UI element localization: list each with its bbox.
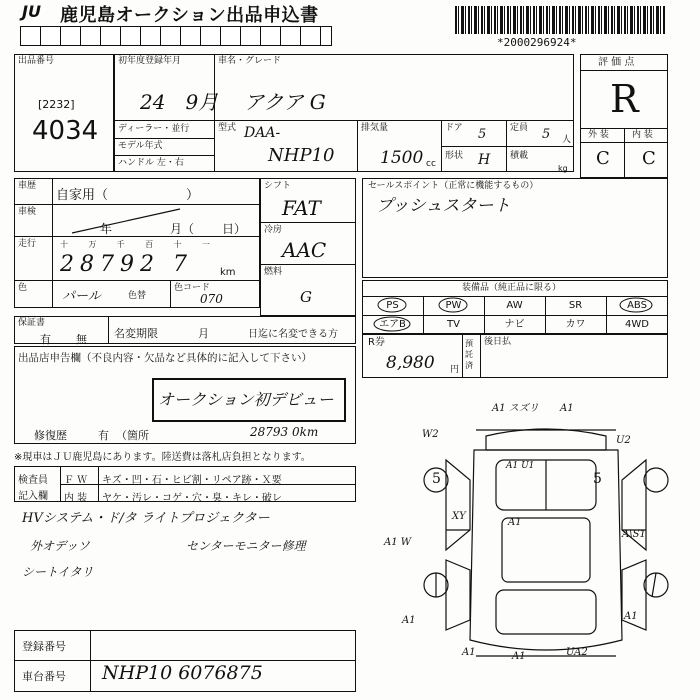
- equipment-4wd: 4WD: [625, 319, 649, 330]
- digit-label: 万: [88, 240, 97, 249]
- barcode: [455, 6, 665, 34]
- digit-label: 千: [116, 240, 125, 249]
- model-year-label: モデル年式: [118, 141, 163, 151]
- grade-label: 評 価 点: [598, 57, 635, 68]
- inspection-label: 車検: [18, 207, 37, 217]
- equipment-navi: ナビ: [504, 319, 525, 330]
- equipment-abs: ABS: [627, 300, 647, 311]
- diag-front-right: A1: [560, 403, 574, 414]
- inspection-year: 年: [100, 222, 113, 236]
- warranty-none: 無: [76, 333, 87, 346]
- recycle-later-label: 後日払: [484, 337, 512, 347]
- lot-label: 出品番号: [18, 56, 55, 66]
- shift-value: FAT: [282, 196, 321, 220]
- diag-right-tire: 5: [593, 471, 602, 487]
- recycle-deposit-label: 預託済: [465, 339, 473, 370]
- warranty-day-text: 日迄に名変できる方: [248, 329, 338, 340]
- inspector-note-2: 外オデッソ: [30, 539, 90, 553]
- history-label: 車歴: [18, 181, 37, 191]
- diag-right-side: A\S1: [622, 529, 646, 540]
- load-label: 積載: [510, 151, 529, 161]
- ju-logo: JU: [22, 2, 41, 21]
- first-reg-label: 初年度登録年月: [118, 56, 182, 66]
- displacement-value: 1500: [380, 148, 424, 168]
- car-diagram: [416, 420, 676, 680]
- interior-value: C: [642, 148, 656, 169]
- capacity-unit: 人: [562, 135, 572, 145]
- colorcode-value: 070: [200, 292, 223, 306]
- mileage-digit-labels: [60, 239, 210, 250]
- diag-roof: XY: [452, 511, 466, 522]
- lot-number: 4034: [32, 116, 99, 146]
- inspection-month: 月（: [170, 222, 195, 236]
- equipment-tv: TV: [447, 319, 460, 330]
- barcode-number: *2000296924*: [497, 36, 577, 49]
- warranty-have: 有: [40, 333, 51, 346]
- shape-value: H: [478, 152, 491, 168]
- dealer-stamp: オークション初デビュー: [158, 390, 334, 409]
- inspector-row2-head: 内 装: [64, 493, 88, 504]
- shape-label: 形状: [445, 151, 464, 161]
- exterior-label: 外 装: [588, 130, 609, 140]
- recycle-label: R券: [368, 337, 385, 348]
- equipment-pw: PW: [445, 300, 462, 311]
- repair-note: 28793 0km: [250, 425, 319, 439]
- color-code-label: 色替: [128, 291, 147, 301]
- ac-label: 冷房: [264, 225, 283, 235]
- dealer-label: ディーラー・並行: [118, 124, 190, 134]
- diag-left-side: A1 W: [384, 537, 412, 548]
- warranty-label: 保証書: [18, 318, 46, 328]
- diag-roof-2: A1: [508, 517, 522, 528]
- inspection-day: 日）: [222, 222, 247, 236]
- colorcode-label: 色コード: [174, 283, 211, 293]
- diag-rear-right: A1: [624, 611, 638, 622]
- diag-hood-marks: A1 U1: [506, 461, 535, 471]
- equipment-leather: カワ: [565, 319, 586, 330]
- inspector-row1-head: Ｆ Ｗ: [64, 475, 88, 486]
- sales-point-value: プッシュスタート: [376, 196, 511, 216]
- recycle-value: 8,980: [386, 353, 435, 373]
- color-value: パール: [62, 289, 101, 304]
- recycle-unit: 円: [450, 365, 460, 375]
- lot-box: [14, 54, 114, 172]
- warranty-month: 月: [198, 327, 209, 340]
- diag-front-right-corner: U2: [616, 435, 631, 446]
- inspector-note-4: シートイタリ: [22, 565, 94, 579]
- inspector-note-1: HVシステム・ド/タ ライトプロジェクター: [22, 511, 270, 526]
- ac-value: AAC: [282, 238, 327, 262]
- handle-label: ハンドル 左・右: [118, 158, 184, 168]
- inspector-note-3: センターモニター修理: [186, 539, 306, 553]
- fuel-value: G: [300, 288, 312, 306]
- capacity-label: 定員: [510, 123, 529, 133]
- diag-bottom-1: A1: [462, 647, 476, 658]
- inspection-strike: [70, 205, 190, 235]
- model-code-top: DAA-: [244, 125, 281, 141]
- notice-text: ※現車はＪＵ鹿児島にあります。陸送費は落札店負担となります。: [14, 452, 311, 463]
- doors-value: 5: [478, 127, 487, 142]
- equipment-circles: [362, 296, 668, 334]
- inspector-label-top: 検査員: [18, 475, 48, 486]
- repair-location: （箇所: [116, 429, 149, 442]
- equipment-label: 装備品（純正品に限る）: [462, 283, 562, 293]
- first-reg-value: 24 9月: [140, 90, 219, 114]
- dealer-report-label: 出品店申告欄（不良内容・欠品など具体的に記入して下さい）: [18, 352, 312, 364]
- lot-bracket-number: [2232]: [38, 98, 75, 111]
- car-name-value: アクア G: [244, 90, 326, 114]
- form-title: 鹿児島オークション出品申込書: [60, 5, 319, 26]
- sales-point-box: [362, 178, 668, 278]
- diag-front: A1 スズリ: [492, 403, 539, 414]
- registration-number-label: 登録番号: [22, 640, 66, 653]
- diag-front-left-corner: W2: [422, 429, 439, 440]
- mileage-unit: km: [220, 267, 236, 278]
- fuel-label: 燃料: [264, 267, 283, 277]
- digit-label: 十: [60, 240, 68, 249]
- exterior-value: C: [596, 148, 610, 169]
- repair-label: 修復歴: [34, 429, 67, 442]
- color-label: 色: [18, 283, 28, 293]
- chassis-number-value: NHP10 6076875: [102, 662, 263, 684]
- inspector-label-bottom: 記入欄: [18, 491, 48, 502]
- digit-label: 十: [173, 240, 182, 249]
- model-code-value: NHP10: [268, 145, 335, 166]
- car-name-label: 車名・グレード: [218, 56, 282, 66]
- digit-label: 百: [145, 240, 154, 249]
- diag-left-tire: 5: [432, 471, 441, 487]
- repair-have: 有: [98, 429, 109, 442]
- warranty-term-label: 名変期限: [114, 327, 158, 340]
- digit-label: 一: [201, 240, 210, 249]
- grade-value: R: [610, 77, 639, 121]
- load-unit: kg: [558, 164, 568, 173]
- title-entry-boxes: [20, 26, 332, 46]
- equipment-aw: AW: [506, 300, 523, 311]
- header: [0, 0, 700, 52]
- diag-bottom-2: A1: [512, 651, 526, 662]
- diag-bottom-3: UA2: [566, 647, 588, 658]
- inspector-row1-items: キズ・凹・石・ヒビ割・リペア跡・Ｘ要: [102, 475, 282, 486]
- displacement-unit: cc: [426, 159, 436, 169]
- equipment-ps: PS: [386, 300, 399, 311]
- history-value: 自家用（ ）: [56, 188, 200, 203]
- interior-label: 内 装: [632, 130, 653, 140]
- shift-label: シフト: [264, 181, 292, 191]
- displacement-label: 排気量: [361, 123, 389, 133]
- model-code-label: 型式: [218, 123, 237, 133]
- sales-point-label: セールスポイント（正常に機能するもの）: [368, 181, 539, 191]
- equipment-airbag: エアB: [379, 319, 406, 330]
- equipment-sr: SR: [568, 300, 583, 311]
- inspector-row2-items: ヤケ・汚レ・コゲ・穴・臭・キレ・破レ: [102, 493, 282, 504]
- diag-rear-left: A1: [402, 615, 416, 626]
- doors-label: ドア: [445, 123, 463, 133]
- chassis-number-label: 車台番号: [22, 670, 66, 683]
- capacity-value: 5: [542, 127, 551, 142]
- mileage-label: 走行: [18, 239, 37, 249]
- mileage-value: 28792 7: [60, 252, 193, 277]
